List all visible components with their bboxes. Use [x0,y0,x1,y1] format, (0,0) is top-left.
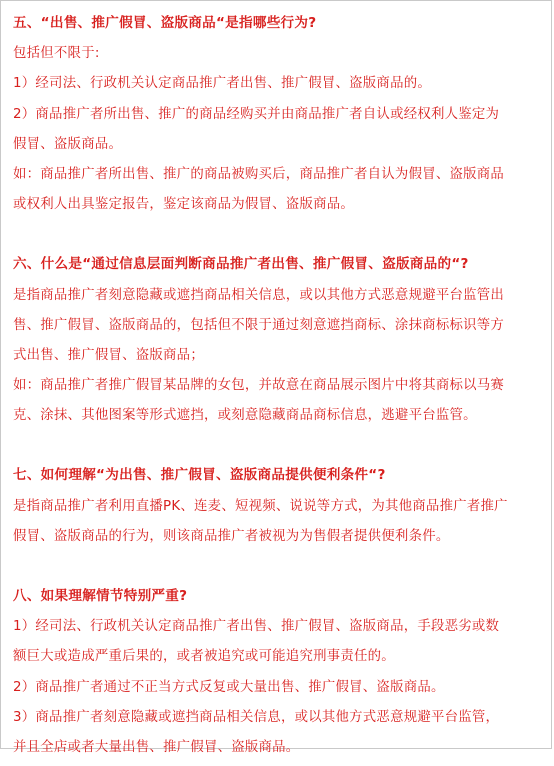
paragraph-line: 并且全店或者大量出售、推广假冒、盗版商品。 [13,739,300,755]
paragraph-line: 1）经司法、行政机关认定商品推广者出售、推广假冒、盗版商品，手段恶劣或数 [13,619,500,635]
section-heading: 七、如何理解“为出售、推广假冒、盗版商品提供便利条件“? [13,467,386,484]
paragraph-line: 售、推广假冒、盗版商品的，包括但不限于通过刻意遮挡商标、涂抹商标标识等方 [13,317,505,333]
paragraph-line: 假冒、盗版商品的行为，则该商品推广者被视为为售假者提供便利条件。 [13,528,450,544]
paragraph-line: 或权利人出具鉴定报告，鉴定该商品为假冒、盗版商品。 [13,197,355,213]
section-five [13,12,543,216]
section-spacer [13,223,543,253]
section-spacer [13,434,543,464]
paragraph-line: 是指商品推广者利用直播PK、连麦、短视频、说说等方式，为其他商品推广者推广 [13,498,508,514]
paragraph-line: 式出售、推广假冒、盗版商品； [13,347,204,363]
paragraph-line: 额巨大或造成严重后果的，或者被追究或可能追究刑事责任的。 [13,649,395,665]
section-seven [13,464,543,547]
paragraph-line: 如：商品推广者推广假冒某品牌的女包，并故意在商品展示图片中将其商标以马赛 [13,378,505,394]
section-six [13,253,543,427]
paragraph-line: 是指商品推广者刻意隐藏或遮挡商品相关信息，或以其他方式恶意规避平台监管出 [13,287,505,303]
paragraph-line: 3）商品推广者刻意隐藏或遮挡商品相关信息，或以其他方式恶意规避平台监管， [13,709,500,725]
paragraph-line: 1）经司法、行政机关认定商品推广者出售、推广假冒、盗版商品的。 [13,76,431,92]
section-heading: 八、如果理解情节特别严重? [13,588,188,604]
paragraph-line: 如：商品推广者所出售、推广的商品被购买后，商品推广者自认为假冒、盗版商品 [13,166,505,182]
paragraph-line: 克、涂抹、其他图案等形式遮挡，或刻意隐藏商品商标信息，逃避平台监管。 [13,408,477,424]
section-heading: 六、什么是“通过信息层面判断商品推广者出售、推广假冒、盗版商品的“? [13,256,469,273]
section-spacer [13,555,543,585]
paragraph-line: 2）商品推广者通过不正当方式反复或大量出售、推广假冒、盗版商品。 [13,679,445,695]
paragraph-line: 2）商品推广者所出售、推广的商品经购买并由商品推广者自认或经权利人鉴定为 [13,106,500,122]
paragraph-line: 假冒、盗版商品。 [13,136,123,152]
section-heading: 五、“出售、推广假冒、盗版商品“是指哪些行为? [13,15,317,31]
paragraph-line: 包括但不限于: [13,46,100,62]
section-eight [13,585,543,759]
document-body [13,12,543,766]
